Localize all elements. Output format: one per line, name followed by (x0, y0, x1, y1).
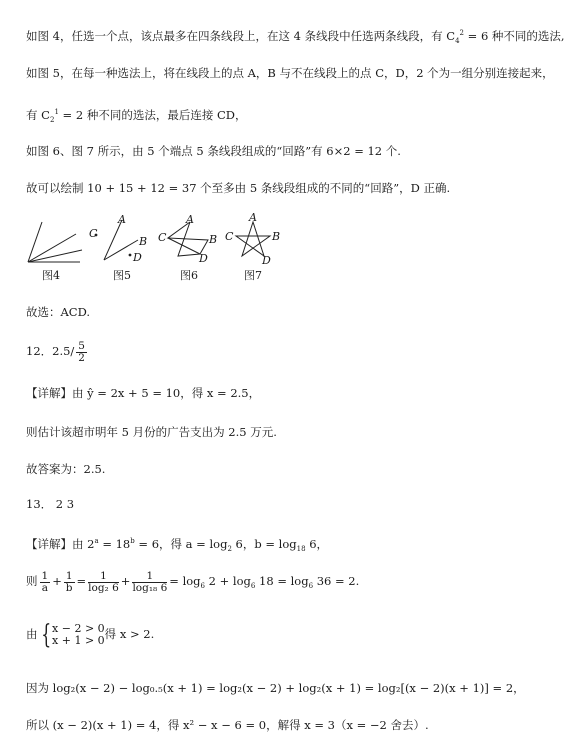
subscript: 2 (227, 545, 232, 553)
para-line-5: 故可以绘制 10 + 15 + 12 = 37 个至多由 5 条线段组成的不同的“回路”，D 正确. (26, 181, 451, 195)
superscript: 2 (459, 29, 464, 37)
line-text: 6， (305, 537, 329, 551)
question-12-line (26, 340, 89, 364)
inequality-line: x − 2 > 0 (52, 622, 105, 635)
figure-5-label-a: A (118, 213, 126, 226)
subscript: 4 (455, 37, 460, 45)
fraction-1-over-a (40, 571, 51, 594)
figure-7-label-d: D (262, 254, 271, 267)
line-text: 得 x > 2. (104, 627, 155, 641)
inequality-line: x + 1 > 0 (52, 634, 105, 647)
figure-6-caption: 图6 (180, 269, 198, 282)
figure-4-caption: 图4 (42, 269, 60, 282)
figure-6-label-c: C (158, 231, 167, 244)
para-line-1 (26, 25, 565, 49)
figure-6-label-d: D (199, 252, 208, 265)
fraction-numerator: 1 (132, 571, 167, 583)
para-line-2: 如图 5，在每一种选法上，将在线段上的点 A，B 与不在线段上的点 C，D，2 个为一组分别连接起来， (26, 66, 554, 80)
line-text: = 6，得 a = log (134, 537, 228, 551)
figure-5 (89, 213, 147, 282)
para-line-12 (26, 620, 154, 648)
fraction-numerator: 1 (41, 569, 49, 582)
fraction-1-over-log2-6 (88, 571, 119, 594)
line-text: = 2 种不同的选法，最后连接 CD， (58, 108, 247, 122)
subscript: 6 (250, 582, 256, 590)
figure-7-caption: 图7 (244, 269, 262, 282)
subscript: 6 (308, 582, 314, 590)
superscript: a (94, 537, 99, 545)
figure-7-label-c: C (225, 230, 234, 243)
line-text: 2 + log (205, 574, 251, 588)
para-line-13: 因为 log₂(x − 2) − log₀.₅(x + 1) = log₂(x − 2) + log₂(x + 1) = log₂[(x − 2)(x + 1)] = 2， (26, 681, 525, 695)
para-line-9: 故答案为：2.5. (26, 462, 106, 476)
question-12-number: 12．2.5/ (26, 344, 75, 358)
superscript: 1 (54, 108, 59, 116)
fraction-denominator: log₁₈ 6 (132, 581, 168, 594)
figure-5-label-c: C (89, 227, 98, 240)
fraction-numerator: 1 (65, 569, 73, 582)
subscript: 2 (49, 116, 55, 124)
figure-5-label-d: D (133, 251, 142, 264)
line-text: 则 (26, 574, 38, 588)
subscript: 6 (200, 582, 206, 590)
question-13-line: 13． 2 3 (26, 497, 75, 511)
figure-6 (158, 213, 217, 282)
figures-row (20, 210, 300, 282)
figure-5-label-b: B (139, 235, 148, 248)
line-text: 6，b = log (231, 537, 297, 551)
line-text: = log (169, 574, 201, 588)
line-text: = 18 (98, 537, 131, 551)
figure-7-label-a: A (249, 211, 257, 224)
figure-6-label-a: A (186, 213, 194, 226)
para-line-6: 故选：ACD. (26, 305, 91, 319)
figure-7 (225, 211, 280, 282)
fraction-numerator: 5 (78, 339, 85, 352)
line-text: 如图 4，任选一个点，该点最多在四条线段上，在这 4 条线段中任选两条线段，有 C (26, 29, 456, 43)
inequality-system (52, 623, 105, 647)
fraction-1-over-b (64, 571, 75, 594)
fraction-denominator: log₂ 6 (88, 581, 119, 594)
para-line-4: 如图 6、图 7 所示，由 5 个端点 5 条线段组成的“回路”有 6×2 = 12 个. (26, 144, 401, 158)
figure-5-caption: 图5 (113, 269, 131, 282)
para-line-14: 所以 (x − 2)(x + 1) = 4，得 x² − x − 6 = 0，解得 x = 3（x = −2 舍去）. (26, 718, 429, 732)
para-line-3 (26, 104, 247, 128)
brace: { (40, 620, 51, 650)
figure-6-label-b: B (209, 233, 218, 246)
line-text: = 6 种不同的选法, (464, 29, 565, 43)
para-line-11 (26, 568, 359, 599)
fraction-numerator: 1 (88, 571, 119, 583)
para-line-8: 则估计该超市明年 5 月份的广告支出为 2.5 万元. (26, 425, 277, 439)
figure-7-label-b: B (272, 230, 281, 243)
line-text: + (52, 574, 62, 588)
para-line-10 (26, 533, 328, 557)
superscript: b (130, 537, 135, 545)
subscript: 18 (296, 545, 306, 553)
line-text: 有 C (26, 108, 50, 122)
line-text: + (120, 574, 131, 588)
figure-4 (28, 222, 82, 282)
fraction-1-over-log18-6 (132, 571, 167, 594)
line-text: 【详解】由 2 (26, 537, 95, 551)
line-text: 18 = log (255, 574, 309, 588)
line-text: 由 (26, 627, 38, 641)
fraction-denominator: b (65, 581, 73, 594)
para-line-7: 【详解】由 ŷ = 2x + 5 = 10，得 x = 2.5， (26, 386, 261, 400)
line-text: 36 = 2. (313, 574, 360, 588)
fraction-denominator: 2 (78, 351, 85, 364)
line-text: = (76, 574, 87, 588)
fraction-denominator: a (41, 581, 48, 594)
fraction-5-over-2 (76, 341, 87, 364)
